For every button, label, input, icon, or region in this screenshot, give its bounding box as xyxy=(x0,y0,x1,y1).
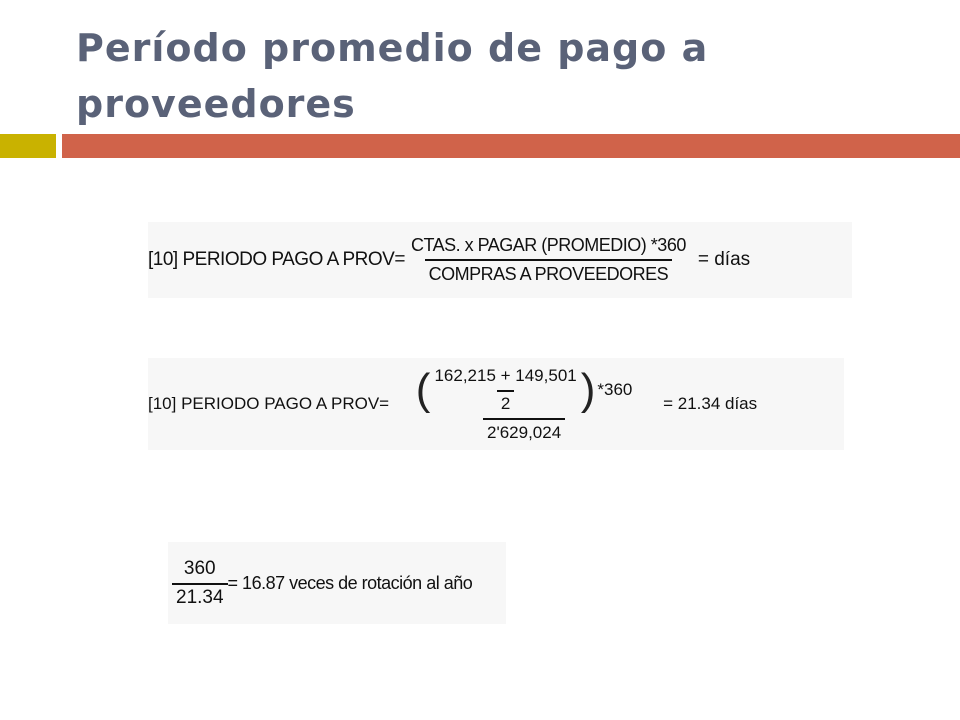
formula-fraction xyxy=(172,558,228,609)
open-paren: ( xyxy=(415,364,431,414)
formula-label: [10] PERIODO PAGO A PROV= xyxy=(148,249,405,270)
formula-denominator: COMPRAS A PROVEEDORES xyxy=(425,259,673,285)
formula-numerator: 360 xyxy=(183,557,216,579)
formula-numerator: CTAS. x PAGAR (PROMEDIO) *360 xyxy=(410,235,686,255)
accent-bar-red xyxy=(62,134,960,158)
formula-denominator: 2'629,024 xyxy=(483,418,565,443)
formula-fraction xyxy=(407,235,690,285)
multiplier: *360 xyxy=(597,379,633,399)
slide-title: Período promedio de pago a proveedores xyxy=(76,26,709,126)
formula-numerator xyxy=(412,366,637,418)
formula-applied xyxy=(148,358,844,450)
formula-result: = días xyxy=(697,249,751,270)
formula-fraction xyxy=(393,366,655,443)
accent-bar-yellow xyxy=(0,134,56,158)
formula-rotation xyxy=(168,542,506,624)
average-numerator: 162,215 + 149,501 xyxy=(434,365,577,385)
close-paren: ) xyxy=(580,364,596,414)
formula-result: = 16.87 veces de rotación al año xyxy=(227,572,473,593)
formula-label: [10] PERIODO PAGO A PROV= xyxy=(148,394,390,413)
average-fraction xyxy=(430,366,580,414)
formula-denominator: 21.34 xyxy=(172,583,228,609)
formula-result: = 21.34 días xyxy=(663,394,758,413)
average-denominator: 2 xyxy=(497,390,514,414)
formula-general xyxy=(148,222,852,298)
